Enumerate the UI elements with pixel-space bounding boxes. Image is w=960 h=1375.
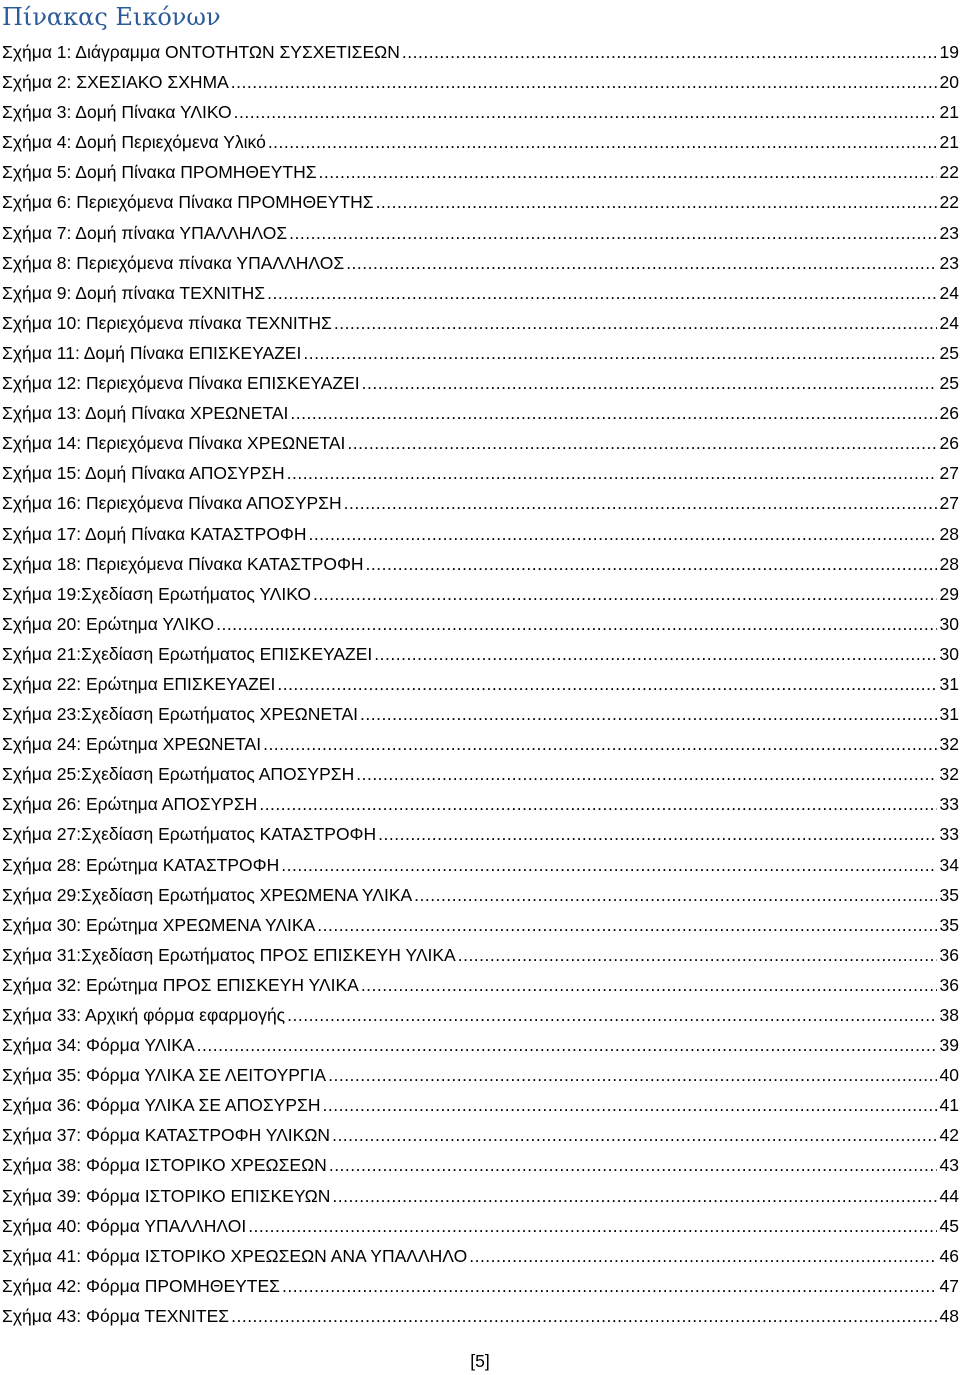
- dot-leader: [263, 729, 936, 759]
- toc-entry[interactable]: [2, 368, 959, 398]
- toc-entry-label: Σχήμα 42: Φόρμα ΠΡΟΜΗΘΕΥΤΕΣ: [2, 1275, 280, 1296]
- toc-entry-label: Σχήμα 12: Περιεχόμενα Πίνακα ΕΠΙΣΚΕΥΑΖΕΙ: [2, 373, 360, 394]
- toc-entry-label: Σχήμα 4: Δομή Περιεχόμενα Υλικό: [2, 132, 266, 153]
- toc-entry-label: Σχήμα 35: Φόρμα ΥΛΙΚΑ ΣΕ ΛΕΙΤΟΥΡΓΙΑ: [2, 1065, 327, 1086]
- dot-leader: [334, 308, 937, 338]
- dot-leader: [329, 1150, 937, 1180]
- toc-entry-label: Σχήμα 40: Φόρμα ΥΠΑΛΛΗΛΟΙ: [2, 1215, 247, 1236]
- toc-entry-page: 22: [939, 162, 959, 183]
- dot-leader: [346, 248, 936, 278]
- dot-leader: [216, 609, 936, 639]
- toc-entry[interactable]: [2, 669, 959, 699]
- toc-entry[interactable]: [2, 187, 959, 217]
- dot-leader: [259, 789, 936, 819]
- dot-leader: [277, 669, 936, 699]
- toc-entry-label: Σχήμα 23:Σχεδίαση Ερωτήματος ΧΡΕΩΝΕΤΑΙ: [2, 704, 358, 725]
- toc-entry-label: Σχήμα 26: Ερώτημα ΑΠΟΣΥΡΣΗ: [2, 794, 258, 815]
- dot-leader: [289, 218, 936, 248]
- toc-entry-label: Σχήμα 17: Δομή Πίνακα ΚΑΤΑΣΤΡΟΦΗ: [2, 523, 307, 544]
- toc-entry-label: Σχήμα 25:Σχεδίαση Ερωτήματος ΑΠΟΣΥΡΣΗ: [2, 764, 355, 785]
- dot-leader: [290, 398, 936, 428]
- toc-entry-page: 36: [939, 974, 959, 995]
- toc-entry[interactable]: [2, 1301, 959, 1331]
- toc-entry-page: 45: [939, 1215, 959, 1236]
- dot-leader: [287, 1000, 936, 1030]
- toc-entry-page: 30: [939, 643, 959, 664]
- toc-entry-label: Σχήμα 38: Φόρμα ΙΣΤΟΡΙΚΟ ΧΡΕΩΣΕΩΝ: [2, 1155, 327, 1176]
- toc-entry[interactable]: [2, 1060, 959, 1090]
- dot-leader: [303, 338, 936, 368]
- toc-entry-page: 25: [939, 342, 959, 363]
- toc-entry[interactable]: [2, 338, 959, 368]
- toc-entry[interactable]: [2, 37, 959, 67]
- toc-entry[interactable]: [2, 218, 959, 248]
- toc-entry-label: Σχήμα 43: Φόρμα ΤΕΧΝΙΤΕΣ: [2, 1305, 230, 1326]
- dot-leader: [281, 850, 936, 880]
- toc-entry-label: Σχήμα 41: Φόρμα ΙΣΤΟΡΙΚΟ ΧΡΕΩΣΕΩΝ ΑΝΑ ΥΠΑΛΛΗΛΟ: [2, 1245, 468, 1266]
- toc-entry[interactable]: [2, 1000, 959, 1030]
- toc-entry-label: Σχήμα 7: Δομή πίνακα ΥΠΑΛΛΗΛΟΣ: [2, 222, 288, 243]
- toc-entry-label: Σχήμα 33: Αρχική φόρμα εφαρμογής: [2, 1005, 286, 1025]
- toc-entry-page: 33: [939, 824, 959, 845]
- dot-leader: [332, 1120, 936, 1150]
- toc-entry-page: 41: [939, 1095, 959, 1116]
- toc-entry[interactable]: [2, 1211, 959, 1241]
- dot-leader: [344, 488, 937, 518]
- toc-entry-label: Σχήμα 18: Περιεχόμενα Πίνακα ΚΑΤΑΣΤΡΟΦΗ: [2, 553, 364, 574]
- dot-leader: [287, 458, 937, 488]
- toc-entry-page: 36: [939, 944, 959, 965]
- toc-entry-label: Σχήμα 16: Περιεχόμενα Πίνακα ΑΠΟΣΥΡΣΗ: [2, 493, 342, 514]
- toc-entry-page: 23: [939, 222, 959, 243]
- dot-leader: [317, 910, 936, 940]
- dot-leader: [376, 187, 937, 217]
- toc-entry-page: 28: [939, 553, 959, 574]
- toc-entry-label: Σχήμα 11: Δομή Πίνακα ΕΠΙΣΚΕΥΑΖΕΙ: [2, 342, 302, 363]
- toc-entry-label: Σχήμα 5: Δομή Πίνακα ΠΡΟΜΗΘΕΥΤΗΣ: [2, 162, 317, 183]
- dot-leader: [268, 127, 937, 157]
- toc-entry[interactable]: [2, 1150, 959, 1180]
- toc-entry[interactable]: [2, 398, 959, 428]
- toc-entry-page: 34: [939, 854, 959, 875]
- dot-leader: [378, 819, 936, 849]
- toc-entry[interactable]: [2, 1241, 959, 1271]
- toc-entry-page: 20: [939, 72, 959, 93]
- dot-leader: [197, 1030, 937, 1060]
- dot-leader: [313, 579, 937, 609]
- toc-entry-page: 27: [939, 463, 959, 484]
- toc-entry[interactable]: [2, 97, 959, 127]
- toc-entry[interactable]: [2, 1030, 959, 1060]
- toc-entry-label: Σχήμα 3: Δομή Πίνακα ΥΛΙΚΟ: [2, 102, 232, 123]
- toc-entry-label: Σχήμα 39: Φόρμα ΙΣΤΟΡΙΚΟ ΕΠΙΣΚΕΥΩΝ: [2, 1185, 331, 1206]
- toc-entry[interactable]: [2, 609, 959, 639]
- dot-leader: [248, 1211, 936, 1241]
- dot-leader: [231, 1301, 936, 1331]
- toc-entry[interactable]: [2, 639, 959, 669]
- dot-leader: [332, 1181, 936, 1211]
- toc-entry[interactable]: [2, 308, 959, 338]
- toc-entry-label: Σχήμα 37: Φόρμα ΚΑΤΑΣΤΡΟΦΗ ΥΛΙΚΩΝ: [2, 1125, 331, 1146]
- toc-entry-label: Σχήμα 36: Φόρμα ΥΛΙΚΑ ΣΕ ΑΠΟΣΥΡΣΗ: [2, 1095, 321, 1116]
- toc-entry[interactable]: [2, 1271, 959, 1301]
- toc-entry-page: 35: [939, 914, 959, 935]
- dot-leader: [231, 67, 937, 97]
- table-of-figures: [2, 37, 959, 1331]
- toc-entry-page: 47: [939, 1275, 959, 1296]
- toc-entry[interactable]: [2, 1120, 959, 1150]
- toc-entry[interactable]: [2, 157, 959, 187]
- toc-entry-page: 28: [939, 523, 959, 544]
- dot-leader: [319, 157, 937, 187]
- toc-entry-page: 42: [939, 1125, 959, 1146]
- dot-leader: [360, 699, 937, 729]
- dot-leader: [234, 97, 937, 127]
- dot-leader: [282, 1271, 937, 1301]
- toc-entry[interactable]: [2, 1090, 959, 1120]
- toc-entry-page: 26: [939, 433, 959, 454]
- toc-entry-page: 24: [939, 312, 959, 333]
- dot-leader: [366, 549, 937, 579]
- dot-leader: [362, 368, 937, 398]
- toc-entry[interactable]: [2, 519, 959, 549]
- toc-entry-page: 27: [939, 493, 959, 514]
- toc-entry-page: 29: [939, 583, 959, 604]
- toc-entry-page: 38: [939, 1005, 959, 1025]
- toc-entry-label: Σχήμα 21:Σχεδίαση Ερωτήματος ΕΠΙΣΚΕΥΑΖΕΙ: [2, 643, 373, 664]
- toc-entry-page: 30: [939, 613, 959, 634]
- toc-entry-label: Σχήμα 32: Ερώτημα ΠΡΟΣ ΕΠΙΣΚΕΥΗ ΥΛΙΚΑ: [2, 974, 359, 995]
- page-title: Πίνακας Εικόνων: [2, 3, 221, 31]
- toc-entry-label: Σχήμα 30: Ερώτημα ΧΡΕΩΜΕΝΑ ΥΛΙΚΑ: [2, 914, 316, 935]
- toc-entry[interactable]: [2, 940, 959, 970]
- dot-leader: [267, 278, 936, 308]
- dot-leader: [469, 1241, 936, 1271]
- toc-entry[interactable]: [2, 428, 959, 458]
- toc-entry[interactable]: [2, 819, 959, 849]
- toc-entry[interactable]: [2, 850, 959, 880]
- toc-entry[interactable]: [2, 278, 959, 308]
- toc-entry-label: Σχήμα 34: Φόρμα ΥΛΙΚΑ: [2, 1035, 195, 1056]
- toc-entry[interactable]: [2, 248, 959, 278]
- toc-entry-page: 19: [939, 42, 959, 62]
- toc-entry-page: 40: [939, 1065, 959, 1086]
- toc-entry-label: Σχήμα 1: Διάγραμμα ΟΝΤΟΤΗΤΩΝ ΣΥΣΧΕΤΙΣΕΩΝ: [2, 42, 400, 62]
- toc-entry[interactable]: [2, 127, 959, 157]
- toc-entry-page: 35: [939, 884, 959, 905]
- toc-entry[interactable]: [2, 880, 959, 910]
- dot-leader: [356, 759, 936, 789]
- toc-entry-page: 31: [939, 704, 959, 725]
- toc-entry-page: 33: [939, 794, 959, 815]
- toc-entry-label: Σχήμα 10: Περιεχόμενα πίνακα ΤΕΧΝΙΤΗΣ: [2, 312, 332, 333]
- toc-entry-label: Σχήμα 15: Δομή Πίνακα ΑΠΟΣΥΡΣΗ: [2, 463, 285, 484]
- toc-entry-label: Σχήμα 20: Ερώτημα ΥΛΙΚΟ: [2, 613, 215, 634]
- toc-entry-page: 24: [939, 282, 959, 303]
- dot-leader: [361, 970, 937, 1000]
- toc-entry-page: 39: [939, 1035, 959, 1056]
- toc-entry-page: 48: [939, 1305, 959, 1326]
- toc-entry[interactable]: [2, 729, 959, 759]
- toc-entry-label: Σχήμα 24: Ερώτημα ΧΡΕΩΝΕΤΑΙ: [2, 734, 262, 755]
- toc-entry-label: Σχήμα 31:Σχεδίαση Ερωτήματος ΠΡΟΣ ΕΠΙΣΚΕΥΗ ΥΛΙΚΑ: [2, 944, 456, 965]
- toc-entry-label: Σχήμα 28: Ερώτημα ΚΑΤΑΣΤΡΟΦΗ: [2, 854, 280, 875]
- toc-entry-label: Σχήμα 22: Ερώτημα ΕΠΙΣΚΕΥΑΖΕΙ: [2, 673, 276, 694]
- dot-leader: [458, 940, 937, 970]
- toc-entry-page: 31: [939, 673, 959, 694]
- toc-entry[interactable]: [2, 699, 959, 729]
- toc-entry[interactable]: [2, 488, 959, 518]
- toc-entry-page: 32: [939, 764, 959, 785]
- toc-entry-page: 25: [939, 373, 959, 394]
- toc-entry-label: Σχήμα 8: Περιεχόμενα πίνακα ΥΠΑΛΛΗΛΟΣ: [2, 252, 345, 273]
- toc-entry-page: 22: [939, 192, 959, 213]
- toc-entry-page: 46: [939, 1245, 959, 1266]
- dot-leader: [414, 880, 936, 910]
- toc-entry[interactable]: [2, 549, 959, 579]
- toc-entry[interactable]: [2, 910, 959, 940]
- toc-entry-page: 21: [939, 102, 959, 123]
- toc-entry-label: Σχήμα 9: Δομή πίνακα ΤΕΧΝΙΤΗΣ: [2, 282, 266, 303]
- dot-leader: [374, 639, 936, 669]
- dot-leader: [322, 1090, 936, 1120]
- toc-entry[interactable]: [2, 67, 959, 97]
- toc-entry[interactable]: [2, 458, 959, 488]
- toc-entry-label: Σχήμα 2: ΣΧΕΣΙΑΚΟ ΣΧΗΜΑ: [2, 72, 229, 93]
- toc-entry-label: Σχήμα 29:Σχεδίαση Ερωτήματος ΧΡΕΩΜΕΝΑ ΥΛΙΚΑ: [2, 884, 413, 905]
- toc-entry-label: Σχήμα 19:Σχεδίαση Ερωτήματος ΥΛΙΚΟ: [2, 583, 312, 604]
- dot-leader: [309, 519, 937, 549]
- toc-entry-page: 32: [939, 734, 959, 755]
- dot-leader: [347, 428, 936, 458]
- toc-entry[interactable]: [2, 1181, 959, 1211]
- toc-entry-page: 44: [939, 1185, 959, 1206]
- toc-entry-page: 23: [939, 252, 959, 273]
- toc-entry-label: Σχήμα 13: Δομή Πίνακα ΧΡΕΩΝΕΤΑΙ: [2, 403, 289, 424]
- toc-entry-label: Σχήμα 27:Σχεδίαση Ερωτήματος ΚΑΤΑΣΤΡΟΦΗ: [2, 824, 377, 845]
- toc-entry-label: Σχήμα 14: Περιεχόμενα Πίνακα ΧΡΕΩΝΕΤΑΙ: [2, 433, 346, 454]
- toc-entry-page: 21: [939, 132, 959, 153]
- toc-entry[interactable]: [2, 789, 959, 819]
- toc-entry[interactable]: [2, 970, 959, 1000]
- toc-entry[interactable]: [2, 579, 959, 609]
- toc-entry-label: Σχήμα 6: Περιεχόμενα Πίνακα ΠΡΟΜΗΘΕΥΤΗΣ: [2, 192, 374, 213]
- dot-leader: [402, 37, 937, 67]
- toc-entry[interactable]: [2, 759, 959, 789]
- page-number: [5]: [470, 1351, 490, 1371]
- dot-leader: [328, 1060, 936, 1090]
- toc-entry-page: 26: [939, 403, 959, 424]
- toc-entry-page: 43: [939, 1155, 959, 1176]
